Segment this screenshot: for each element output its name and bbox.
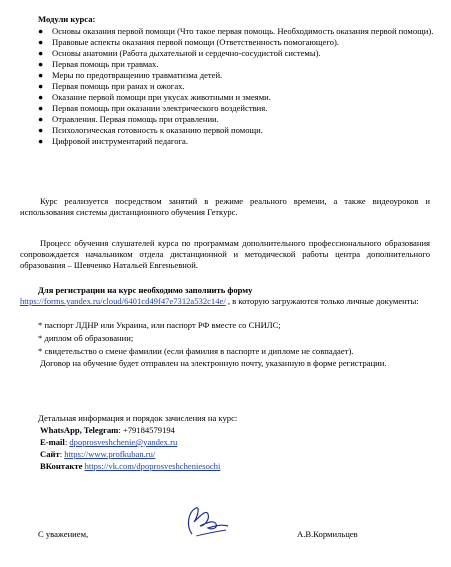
bullet-icon: ● [38,125,44,135]
email-link[interactable]: dpoprosveshchenie@yandex.ru [69,437,178,447]
bullet-icon: ● [38,70,44,80]
module-item [38,48,438,59]
module-item [38,103,438,114]
module-item-label: Первая помощь при оказании электрического воздействия. [52,103,268,113]
modules-title: Модули курса: [38,14,96,24]
para-realtime: Курс реализуется посредством занятий в режиме реального времени, а также видеоуроков и использования системы дистанционного обучения Геткурс. [20,196,430,217]
para-support: Процесс обучения слушателей курса по программам дополнительного профессионального образования сопровождается начальником отдела дистанционной и методической работы центра дополнительного образования – Шевченко Натальей Евгеньевной. [20,238,430,270]
contact-site: Сайт: https://www.profkuban.ru/ [40,449,156,459]
module-item-label: Цифровой инструментарий педагога. [52,136,189,146]
bullet-icon: ● [38,59,44,69]
signatory-name: А.В.Кормильцев [297,529,358,539]
module-item [38,114,438,125]
bullet-icon: ● [38,136,44,146]
vk-link[interactable]: https://vk.com/dpoprosveshcheniesochi [84,461,221,471]
module-item [38,26,438,37]
bullet-icon: ● [38,26,44,36]
module-item-label: Психологическая готовность к оказанию первой помощи. [52,125,263,135]
registration-after-link: , в которую загружаются только личные документы: [225,296,419,306]
module-item [38,136,438,147]
contract-note: Договор на обучение будет отправлен на электронную почту, указанную в форме регистрации. [40,358,387,368]
module-item [38,92,438,103]
modules-list [38,26,438,147]
module-item-label: Первая помощь при ранах и ожогах. [52,81,185,91]
module-item-label: Основы анатомии (Работа дыхательной и сердечно-сосудистой системы). [52,48,321,58]
bullet-icon: ● [38,48,44,58]
doc-item: * паспорт ЛДНР или Украина, или паспорт РФ вместе со СНИЛС; [38,320,281,330]
module-item-label: Меры по предотвращению травматизма детей. [52,70,223,80]
handwritten-signature [178,496,238,544]
registration-form-link[interactable]: https://forms.yandex.ru/cloud/6401cd49f47e7312a532c14e/ [20,296,226,306]
module-item [38,59,438,70]
contacts-intro: Детальная информация и порядок зачисления на курс: [38,413,238,423]
module-item-label: Оказание первой помощи при укусах животными и змеями. [52,92,271,102]
module-item [38,37,438,48]
module-item [38,125,438,136]
contact-email: E-mail: dpoprosveshchenie@yandex.ru [40,437,178,447]
bullet-icon: ● [38,114,44,124]
module-item-label: Правовые аспекты оказания первой помощи (Ответственность помогающего). [52,37,339,47]
site-link[interactable]: https://www.profkuban.ru/ [64,449,156,459]
bullet-icon: ● [38,103,44,113]
registration-link-line [20,296,430,307]
module-item [38,81,438,92]
module-item-label: Основы оказания первой помощи (Что такое первая помощь. Необходимость оказания первой помощи). [52,26,434,36]
module-item [38,70,438,81]
contact-whatsapp: WhatsApp, Telegram: +79184579194 [40,425,175,435]
contact-vk: ВКонтакте https://vk.com/dpoprosveshcheniesochi [40,461,221,471]
doc-item: * свидетельство о смене фамилии (если фамилия в паспорте и дипломе не совпадает). [38,346,354,356]
regards-text: С уважением, [38,529,89,539]
doc-item: * диплом об образовании; [38,333,134,343]
module-item-label: Первая помощь при травмах. [52,59,159,69]
bullet-icon: ● [38,81,44,91]
bullet-icon: ● [38,37,44,47]
module-item-label: Отравления. Первая помощь при отравлении. [52,114,219,124]
bullet-icon: ● [38,92,44,102]
registration-heading: Для регистрации на курс необходимо заполнить форму [38,285,253,295]
